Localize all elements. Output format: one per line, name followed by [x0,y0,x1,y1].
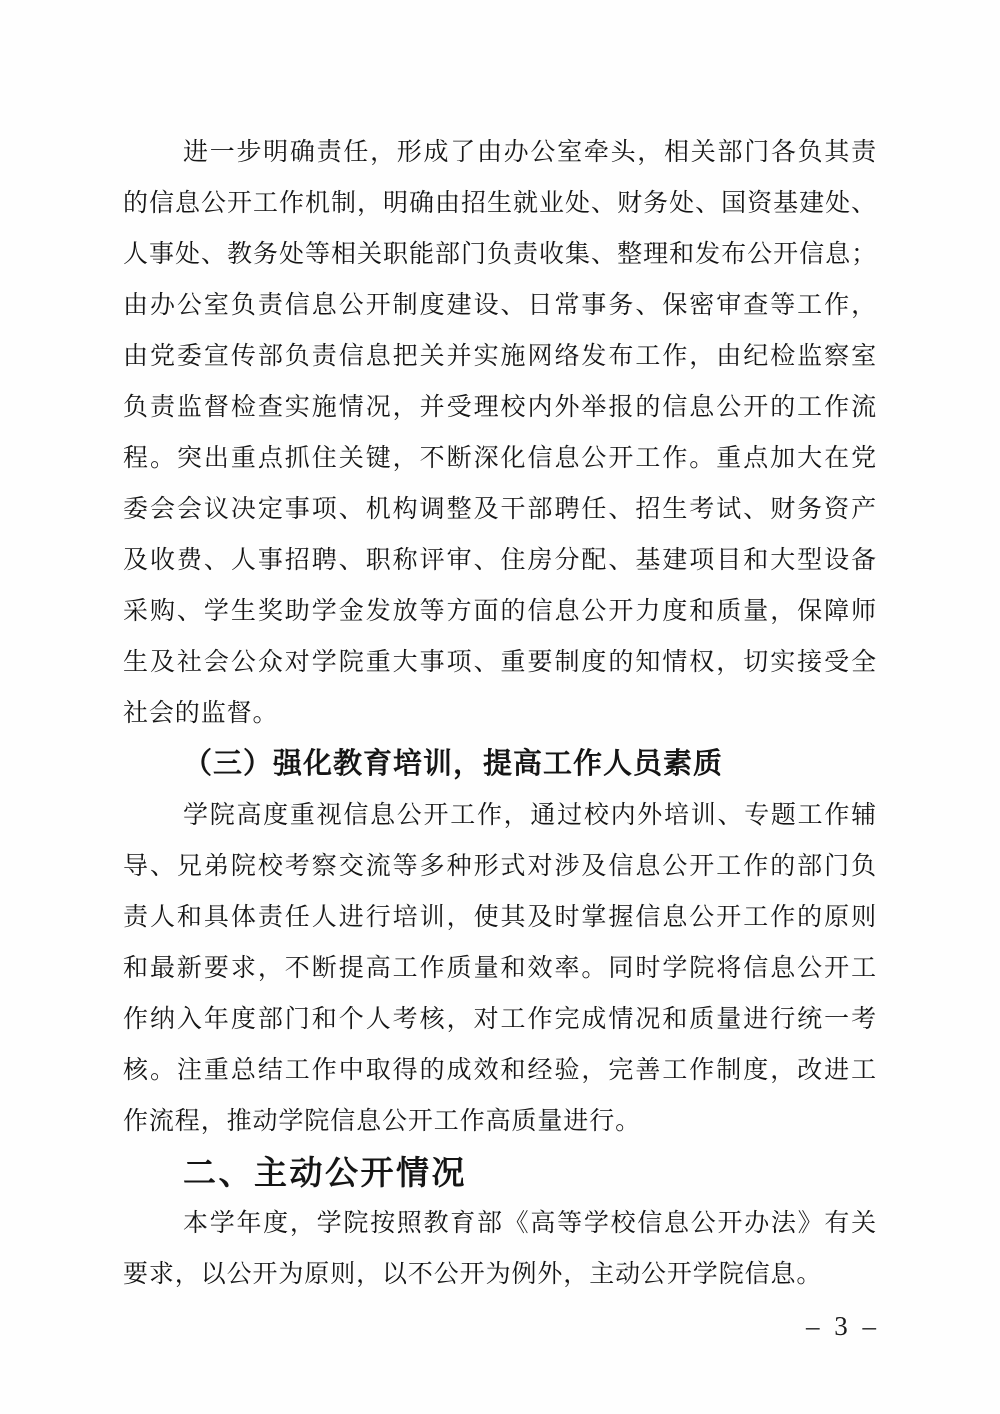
text-line: 生及社会公众对学院重大事项、重要制度的知情权，切实接受全 [123,649,877,676]
paragraph-last-line: 社会的监督。 [123,700,279,727]
text-line: 导、兄弟院校考察交流等多种形式对涉及信息公开工作的部门负 [123,853,877,880]
text-line: 负责监督检查实施情况，并受理校内外举报的信息公开的工作流 [123,394,877,421]
paragraph-last-line: 要求，以公开为原则，以不公开为例外，主动公开学院信息。 [123,1261,823,1288]
text-line: 和最新要求，不断提高工作质量和效率。同时学院将信息公开工 [123,955,877,982]
text-line: 委会会议决定事项、机构调整及干部聘任、招生考试、财务资产 [123,496,877,523]
text-line: 责人和具体责任人进行培训，使其及时掌握信息公开工作的原则 [123,904,877,931]
text-line: 由办公室负责信息公开制度建设、日常事务、保密审查等工作， [123,292,877,319]
paragraph-first-line: 学院高度重视信息公开工作，通过校内外培训、专题工作辅 [183,802,877,829]
paragraph-first-line: 本学年度，学院按照教育部《高等学校信息公开办法》有关 [183,1210,877,1237]
text-line: 程。突出重点抓住关键，不断深化信息公开工作。重点加大在党 [123,445,877,472]
text-line: 及收费、人事招聘、职称评审、住房分配、基建项目和大型设备 [123,547,877,574]
text-line: 作纳入年度部门和个人考核，对工作完成情况和质量进行统一考 [123,1006,877,1033]
text-line: 由党委宣传部负责信息把关并实施网络发布工作，由纪检监察室 [123,343,877,370]
section-heading-2: 二、主动公开情况 [183,1154,467,1191]
text-line: 采购、学生奖助学金发放等方面的信息公开力度和质量，保障师 [123,598,877,625]
paragraph-first-line: 进一步明确责任，形成了由办公室牵头，相关部门各负其责 [183,139,877,166]
document-text-block [123,127,877,1300]
subsection-heading-3: （三）强化教育培训，提高工作人员素质 [183,748,724,780]
page-number: – 3 – [806,1311,880,1341]
text-line: 的信息公开工作机制，明确由招生就业处、财务处、国资基建处、 [123,190,877,217]
text-line: 核。注重总结工作中取得的成效和经验，完善工作制度，改进工 [123,1057,877,1084]
paragraph-last-line: 作流程，推动学院信息公开工作高质量进行。 [123,1108,642,1135]
text-line: 人事处、教务处等相关职能部门负责收集、整理和发布公开信息； [123,241,877,268]
